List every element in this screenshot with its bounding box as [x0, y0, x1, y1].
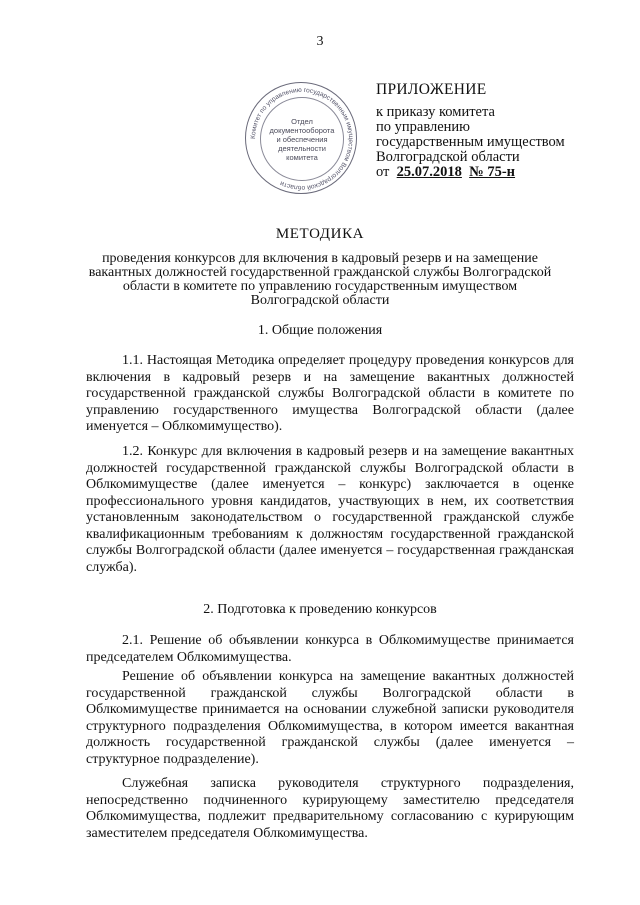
paragraph-2-1: 2.1. Решение об объявлении конкурса в Облкомимуществе принимается председателем Облкомимущества.	[86, 633, 574, 665]
appendix-date-prefix: от	[376, 164, 390, 180]
stamp-center	[260, 97, 344, 181]
paragraph-2-2: Решение об объявлении конкурса на замещение вакантных должностей государственной гражданской службы Волгоградской области в Облкомимуществе принимается на основании служебной записки руководителя структурного подразделения Облкомимущества, в котором имеется вакантная должность государственной гражданской службы (далее именуется – структурное подразделение).	[86, 669, 574, 767]
page-number: 3	[316, 34, 324, 49]
section-1-heading: 1. Общие положения	[257, 323, 383, 338]
paragraph-1-2: 1.2. Конкурс для включения в кадровый резерв и на замещение вакантных должностей государственной гражданской службы Волгоградской области в Облкомимуществе (далее именуется – конкурс) заключается в оценке профессионального уровня кандидатов, участвующих в нем, их соответствия установленным законодательством о государственной гражданской службе квалификационным требованиям к должностям государственной гражданской службы Волгоградской области (далее именуется – государственная гражданская служба).	[86, 444, 574, 575]
appendix-line: к приказу комитета	[376, 104, 495, 120]
appendix-number: № 75-н	[469, 164, 516, 180]
document-title: МЕТОДИКА	[275, 226, 365, 242]
section-2-heading: 2. Подготовка к проведению конкурсов	[203, 602, 437, 617]
appendix-date-line	[376, 165, 616, 180]
appendix-heading: ПРИЛОЖЕНИЕ	[376, 81, 487, 98]
document-subtitle: проведения конкурсов для включения в кадровый резерв и на замещение вакантных должностей государственной гражданской службы Волгоградской области в комитете по управлению государственным имуществом Волгоградской области	[88, 251, 552, 308]
department-stamp	[245, 82, 357, 194]
appendix-line: Волгоградской области	[376, 149, 520, 165]
appendix-line: государственным имуществом	[376, 134, 565, 150]
paragraph-2-3: Служебная записка руководителя структурного подразделения, непосредственно подчиненного курирующему заместителю председателя Облкомимущества, подлежит предварительному согласованию с курирующим заместителем председателя Облкомимущества.	[86, 776, 574, 841]
appendix-block	[376, 82, 616, 180]
stamp-center-text: Отдел документооборота и обеспечения деятельности комитета	[269, 116, 335, 162]
appendix-date: 25.07.2018	[396, 164, 462, 180]
appendix-line: по управлению	[376, 119, 471, 135]
paragraph-1-1: 1.1. Настоящая Методика определяет процедуру проведения конкурсов для включения в кадровый резерв и на замещение вакантных должностей государственной гражданской службы Волгоградской области в комитете по управлению государственного имущества Волгоградской области (далее именуется – Облкомимущество).	[86, 353, 574, 434]
stamp-ring-text: Комитет по управлению государственным имуществом Волгоградской области	[249, 86, 355, 192]
